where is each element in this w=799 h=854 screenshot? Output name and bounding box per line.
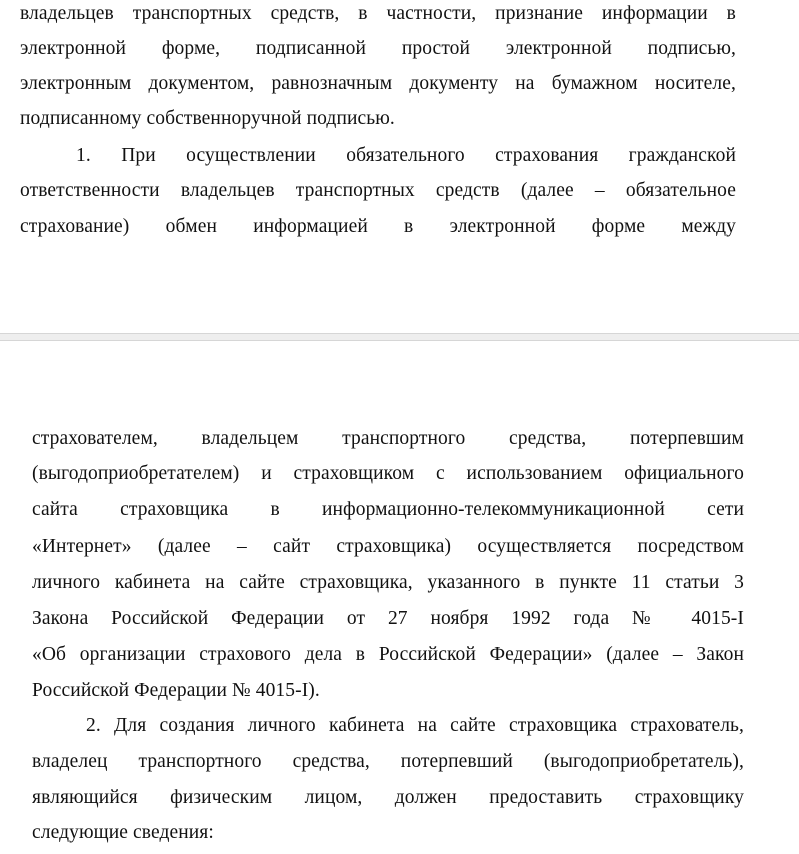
text-line: электронной форме, подписанной простой электронной подписью, (20, 38, 736, 59)
text-line: Закона Российской Федерации от 27 ноября 1992 года № 4015-I (32, 608, 744, 629)
text-line: следующие сведения: (32, 822, 214, 843)
text-line: электронным документом, равнозначным документу на бумажном носителе, (20, 73, 736, 94)
paragraph-1-start: 1. При осуществлении обязательного страхования гражданской (76, 145, 736, 166)
text-line: владелец транспортного средства, потерпевший (выгодоприобретатель), (32, 751, 744, 772)
text-line: страхователем, владельцем транспортного средства, потерпевшим (32, 428, 744, 449)
text-line: «Интернет» (далее – сайт страховщика) осуществляется посредством (32, 536, 744, 557)
text-line: страхование) обмен информацией в электронной форме между (20, 216, 736, 237)
document-page-1 (0, 0, 799, 334)
page-break (0, 333, 799, 341)
text-line: (выгодоприобретателем) и страховщиком с использованием официального (32, 463, 744, 484)
paragraph-2-start: 2. Для создания личного кабинета на сайте страховщика страхователь, (86, 715, 744, 736)
text-line: являющийся физическим лицом, должен предоставить страховщику (32, 787, 744, 808)
text-line: «Об организации страхового дела в Российской Федерации» (далее – Закон (32, 644, 744, 665)
document-page-2 (0, 341, 799, 854)
text-line: ответственности владельцев транспортных средств (далее – обязательное (20, 180, 736, 201)
text-line: личного кабинета на сайте страховщика, указанного в пункте 11 статьи 3 (32, 572, 744, 593)
text-line: владельцев транспортных средств, в частности, признание информации в (20, 3, 736, 24)
text-line: сайта страховщика в информационно-телекоммуникационной сети (32, 499, 744, 520)
text-line: подписанному собственноручной подписью. (20, 108, 395, 129)
text-line: Российской Федерации № 4015-I). (32, 680, 320, 701)
